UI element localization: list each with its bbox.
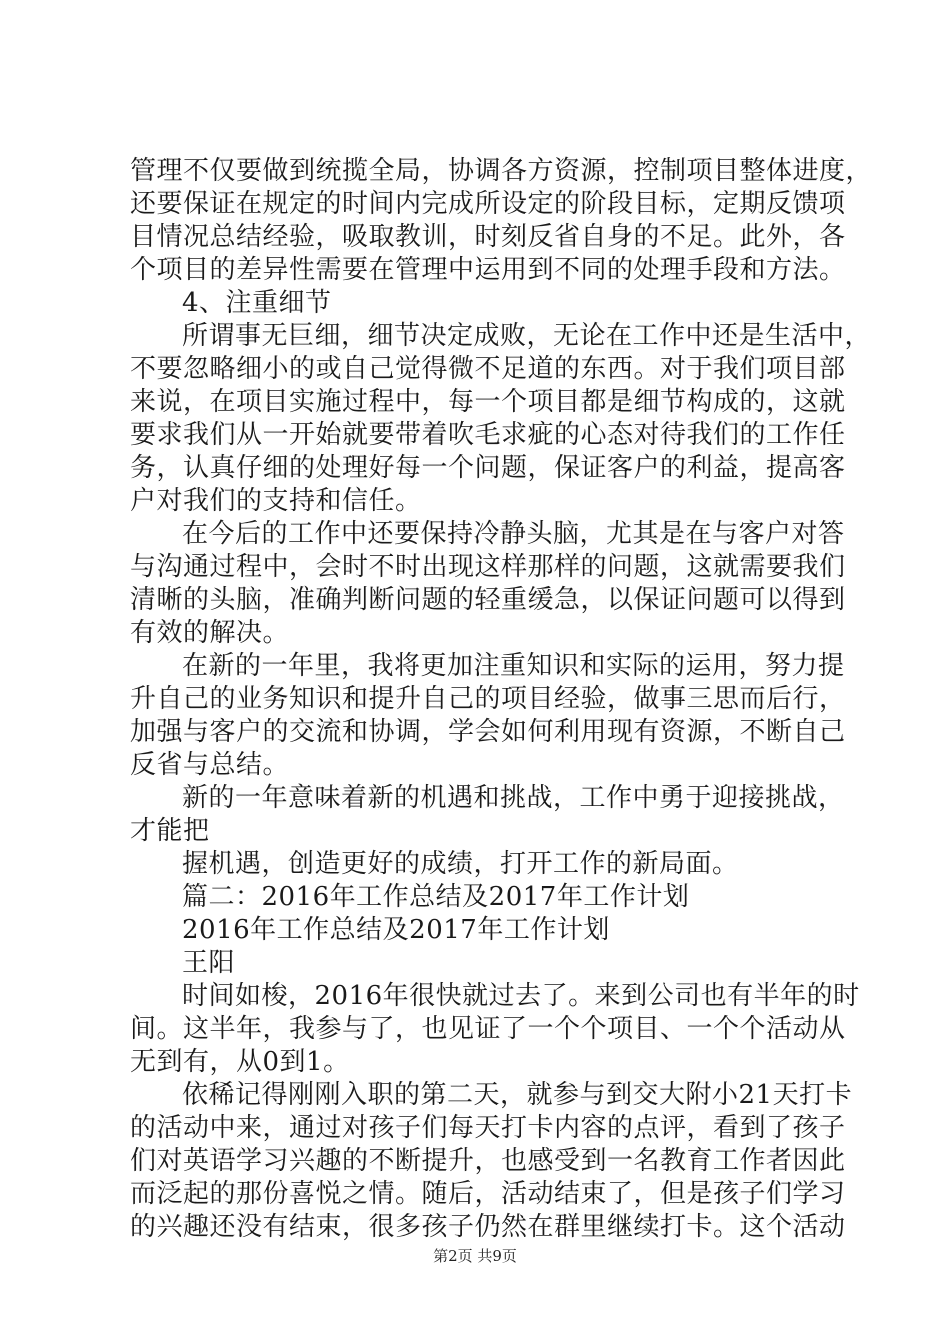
section-heading: 4、注重细节 [182, 288, 332, 318]
text-line: 才能把 [130, 816, 210, 846]
text-line: 握机遇，创造更好的成绩，打开工作的新局面。 [182, 849, 739, 879]
text-line: 还要保证在规定的时间内完成所设定的阶段目标，定期反馈项 [130, 189, 846, 219]
text-line: 有效的解决。 [130, 618, 290, 648]
text-line: 的兴趣还没有结束，很多孩子仍然在群里继续打卡。这个活动 [130, 1212, 846, 1242]
text-line: 时间如梭，2016年很快就过去了。来到公司也有半年的时 [182, 981, 860, 1011]
text-line: 清晰的头脑，准确判断问题的轻重缓急，以保证问题可以得到 [130, 585, 846, 615]
text-line: 间。这半年，我参与了，也见证了一个个项目、一个个活动从 [130, 1014, 846, 1044]
text-line: 个项目的差异性需要在管理中运用到不同的处理手段和方法。 [130, 255, 846, 285]
document-body [130, 155, 873, 1244]
text-line: 管理不仅要做到统揽全局，协调各方资源，控制项目整体进度， [130, 156, 873, 186]
text-line: 务，认真仔细的处理好每一个问题，保证客户的利益，提高客 [130, 453, 846, 483]
text-line: 要求我们从一开始就要带着吹毛求疵的心态对待我们的工作任 [130, 420, 846, 450]
text-line: 在今后的工作中还要保持冷静头脑，尤其是在与客户对答 [182, 519, 845, 549]
page-footer: 第2页 共9页 [433, 1247, 517, 1265]
text-line: 反省与总结。 [130, 750, 290, 780]
text-line: 所谓事无巨细，细节决定成败，无论在工作中还是生活中， [182, 321, 872, 351]
text-line: 在新的一年里，我将更加注重知识和实际的运用，努力提 [182, 651, 845, 681]
text-line: 新的一年意味着新的机遇和挑战，工作中勇于迎接挑战， [182, 783, 845, 813]
text-line: 依稀记得刚刚入职的第二天，就参与到交大附小21天打卡 [182, 1080, 853, 1110]
section-title: 篇二：2016年工作总结及2017年工作计划 [182, 882, 690, 912]
text-line: 加强与客户的交流和协调，学会如何利用现有资源，不断自己 [130, 717, 846, 747]
text-line: 来说，在项目实施过程中，每一个项目都是细节构成的，这就 [130, 387, 846, 417]
document-title: 2016年工作总结及2017年工作计划 [182, 915, 610, 945]
text-line: 而泛起的那份喜悦之情。随后，活动结束了，但是孩子们学习 [130, 1179, 846, 1209]
text-line: 户对我们的支持和信任。 [130, 486, 422, 516]
text-line: 的活动中来，通过对孩子们每天打卡内容的点评，看到了孩子 [130, 1113, 846, 1143]
text-line: 与沟通过程中，会时不时出现这样那样的问题，这就需要我们 [130, 552, 846, 582]
text-line: 不要忽略细小的或自己觉得微不足道的东西。对于我们项目部 [130, 354, 846, 384]
author-name: 王阳 [182, 948, 236, 978]
text-line: 目情况总结经验，吸取教训，时刻反省自身的不足。此外，各 [130, 222, 846, 252]
text-line: 们对英语学习兴趣的不断提升，也感受到一名教育工作者因此 [130, 1146, 846, 1176]
text-line: 升自己的业务知识和提升自己的项目经验，做事三思而后行， [130, 684, 846, 714]
text-line: 无到有，从0到1。 [130, 1047, 350, 1077]
